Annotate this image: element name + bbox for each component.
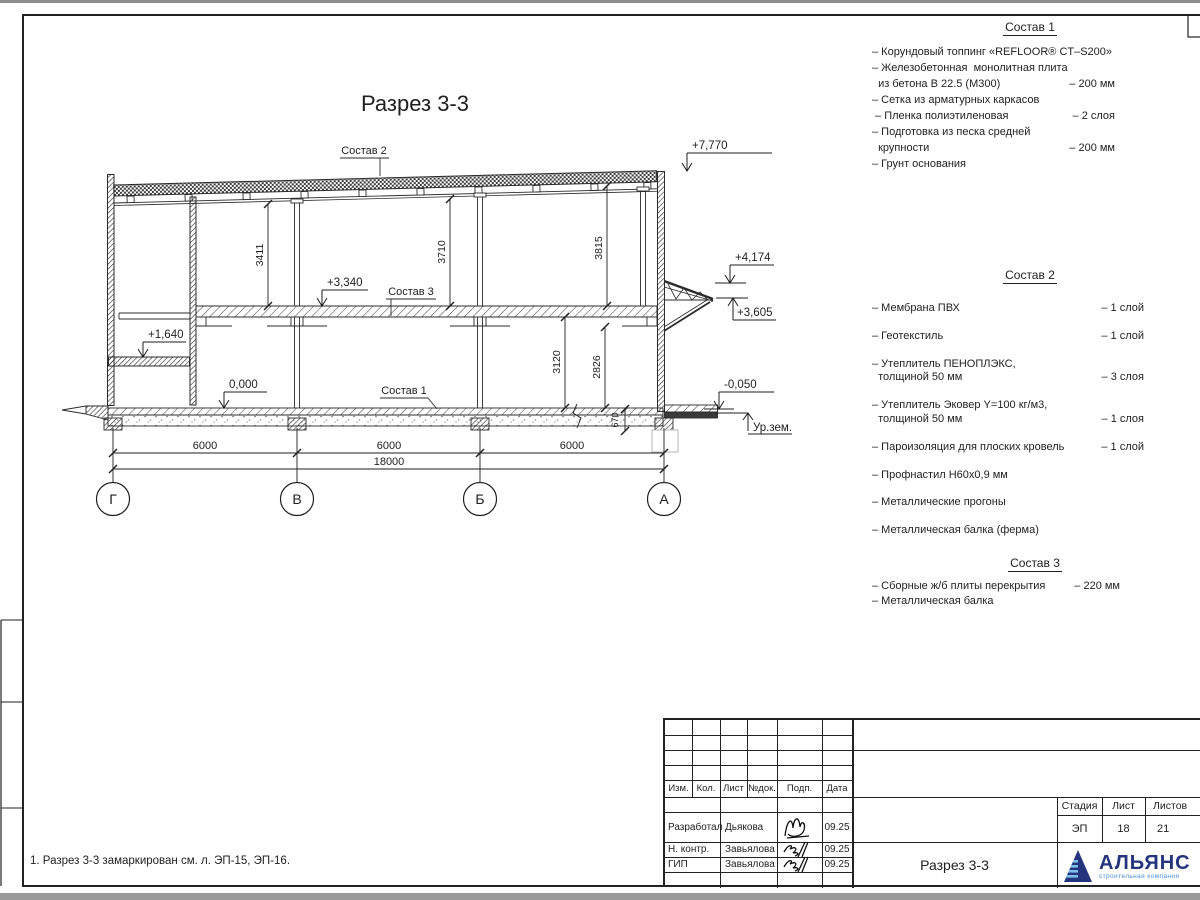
- sostav3-list: [872, 580, 1120, 610]
- tb-doc-title: Разрез 3-3: [920, 857, 989, 873]
- right-wall: [658, 172, 665, 412]
- elev-zero: 0,000: [229, 379, 258, 391]
- list-item: [872, 344, 1144, 358]
- logo-company-name: АЛЬЯНС: [1099, 851, 1191, 874]
- signature: [779, 856, 821, 873]
- zone-box: [1188, 15, 1200, 37]
- list-item: – Пленка полиэтиленовая – 2 слоя: [872, 110, 1115, 122]
- tb-name-ncontrol: Завьялова: [725, 844, 775, 855]
- dim-3120: 3120: [551, 350, 563, 374]
- sostav2-list: [872, 302, 1144, 538]
- list-item: – Геотекстиль – 1 слой: [872, 329, 1144, 342]
- elev-parapet: +7,770: [692, 140, 728, 152]
- left-apron: [62, 406, 108, 420]
- tb-name-gip: Завьялова: [725, 859, 775, 870]
- canopy-truss: [664, 281, 713, 331]
- dim-3710: 3710: [436, 240, 448, 264]
- axis-label-g: Г: [109, 491, 117, 507]
- title-block: [663, 718, 1200, 886]
- list-item: – Сборные ж/б плиты перекрытия – 220 мм: [872, 580, 1120, 592]
- list-item: – Корундовый топпинг «REFLOOR® CT–S200»: [872, 46, 1113, 58]
- ground-level-label: Ур.зем.: [753, 422, 793, 434]
- list-item: – Металлические прогоны: [872, 496, 1006, 509]
- tb-date-ncontrol: 09.25: [824, 844, 850, 855]
- logo-pyramid-icon: [1063, 848, 1093, 884]
- left-bay-ledge: [119, 313, 190, 319]
- axis-label-a: А: [659, 491, 669, 507]
- list-item: [872, 483, 1144, 497]
- list-item: толщиной 50 мм – 1 слоя: [872, 413, 1144, 426]
- list-item: [872, 316, 1144, 330]
- dim-2826: 2826: [591, 355, 603, 379]
- tb-sheets-value: 21: [1157, 822, 1170, 835]
- tb-col-data: Дата: [826, 783, 848, 794]
- right-apron: [665, 405, 718, 418]
- list-item: [872, 427, 1144, 441]
- dim-span-2: 6000: [376, 440, 402, 452]
- tb-date-developer: 09.25: [824, 821, 850, 833]
- list-item: – Пароизоляция для плоских кровель – 1 слой: [872, 440, 1144, 453]
- tb-col-list: Лист: [723, 783, 744, 794]
- sostav1-list: [872, 46, 1115, 174]
- axis-label-b: Б: [475, 491, 485, 507]
- sostav2-title: Состав 2: [1005, 268, 1055, 282]
- section-title: Разрез 3-3: [360, 91, 470, 116]
- mezzanine-slab: [109, 357, 190, 366]
- dim-span-3: 6000: [559, 440, 585, 452]
- list-item: крупности – 200 мм: [872, 142, 1115, 154]
- bottom-dimensions: [97, 428, 681, 516]
- tb-col-ndok: №док.: [748, 783, 776, 794]
- tb-stage-label: Стадия: [1061, 800, 1098, 812]
- tb-name-developer: Дьякова: [725, 821, 764, 833]
- foundation-outline: [652, 430, 678, 452]
- elev-floor2: +3,340: [327, 277, 363, 289]
- dim-total: 18000: [373, 456, 405, 468]
- list-item: – Железобетонная монолитная плита: [872, 62, 1068, 74]
- tb-sheet-value: 18: [1117, 822, 1130, 835]
- list-item: [872, 455, 1144, 469]
- ref-sostav2: Состав 2: [341, 145, 387, 157]
- interior-wall: [190, 197, 196, 405]
- tb-date-gip: 09.25: [824, 859, 850, 870]
- logo-company-subtitle: строительная компания: [1099, 872, 1180, 880]
- tb-role-developer: Разработал: [668, 821, 723, 833]
- dim-3411: 3411: [254, 243, 266, 267]
- dim-670: 670: [610, 412, 620, 428]
- list-item: – Грунт основания: [872, 158, 966, 170]
- list-item: [872, 385, 1144, 399]
- left-wall: [108, 175, 115, 406]
- list-item: [872, 510, 1144, 524]
- axis-label-v: В: [292, 491, 302, 507]
- list-item: – Утеплитель Эковер Y=100 кг/м3,: [872, 399, 1048, 412]
- elev-grade: -0,050: [724, 379, 757, 391]
- list-item: – Подготовка из песка средней: [872, 126, 1031, 138]
- signature: [779, 812, 821, 842]
- list-item: – Утеплитель ПЕНОПЛЭКС,: [872, 357, 1016, 370]
- elev-mezzanine: +1,640: [148, 329, 184, 341]
- dim-3815: 3815: [593, 236, 605, 260]
- company-logo: [1063, 844, 1200, 888]
- sostav1-title: Состав 1: [1005, 20, 1055, 34]
- walls: [108, 172, 665, 412]
- list-item: – Мембрана ПВХ – 1 слой: [872, 302, 1144, 314]
- sheet-note: 1. Разрез 3-3 замаркирован см. л. ЭП-15, ЭП-16.: [30, 855, 291, 867]
- elev-canopy-bottom: +3,605: [737, 307, 773, 319]
- elev-canopy-top: +4,174: [735, 252, 771, 264]
- list-item: толщиной 50 мм – 3 слоя: [872, 371, 1144, 384]
- ref-sostav3: Состав 3: [388, 286, 434, 298]
- dim-span-1: 6000: [192, 440, 218, 452]
- tb-col-kol: Кол.: [696, 783, 716, 794]
- sostav3-title: Состав 3: [1010, 556, 1060, 570]
- list-item: – Металлическая балка: [872, 595, 994, 607]
- list-item: из бетона В 22.5 (М300) – 200 мм: [872, 78, 1115, 90]
- list-item: – Сетка из арматурных каркасов: [872, 94, 1040, 106]
- tb-col-podp: Подп.: [786, 783, 813, 794]
- tb-role-gip: ГИП: [668, 859, 688, 870]
- tb-role-ncontrol: Н. контр.: [668, 844, 710, 855]
- tb-sheets-label: Листов: [1153, 800, 1188, 812]
- list-item: – Металлическая балка (ферма): [872, 524, 1039, 537]
- list-item: – Профнастил Н60х0,9 мм: [872, 468, 1008, 481]
- tb-col-izm: Изм.: [668, 783, 689, 794]
- tb-sheet-label: Лист: [1112, 800, 1135, 812]
- tb-stage-value: ЭП: [1071, 822, 1088, 835]
- ref-sostav1: Состав 1: [381, 385, 427, 397]
